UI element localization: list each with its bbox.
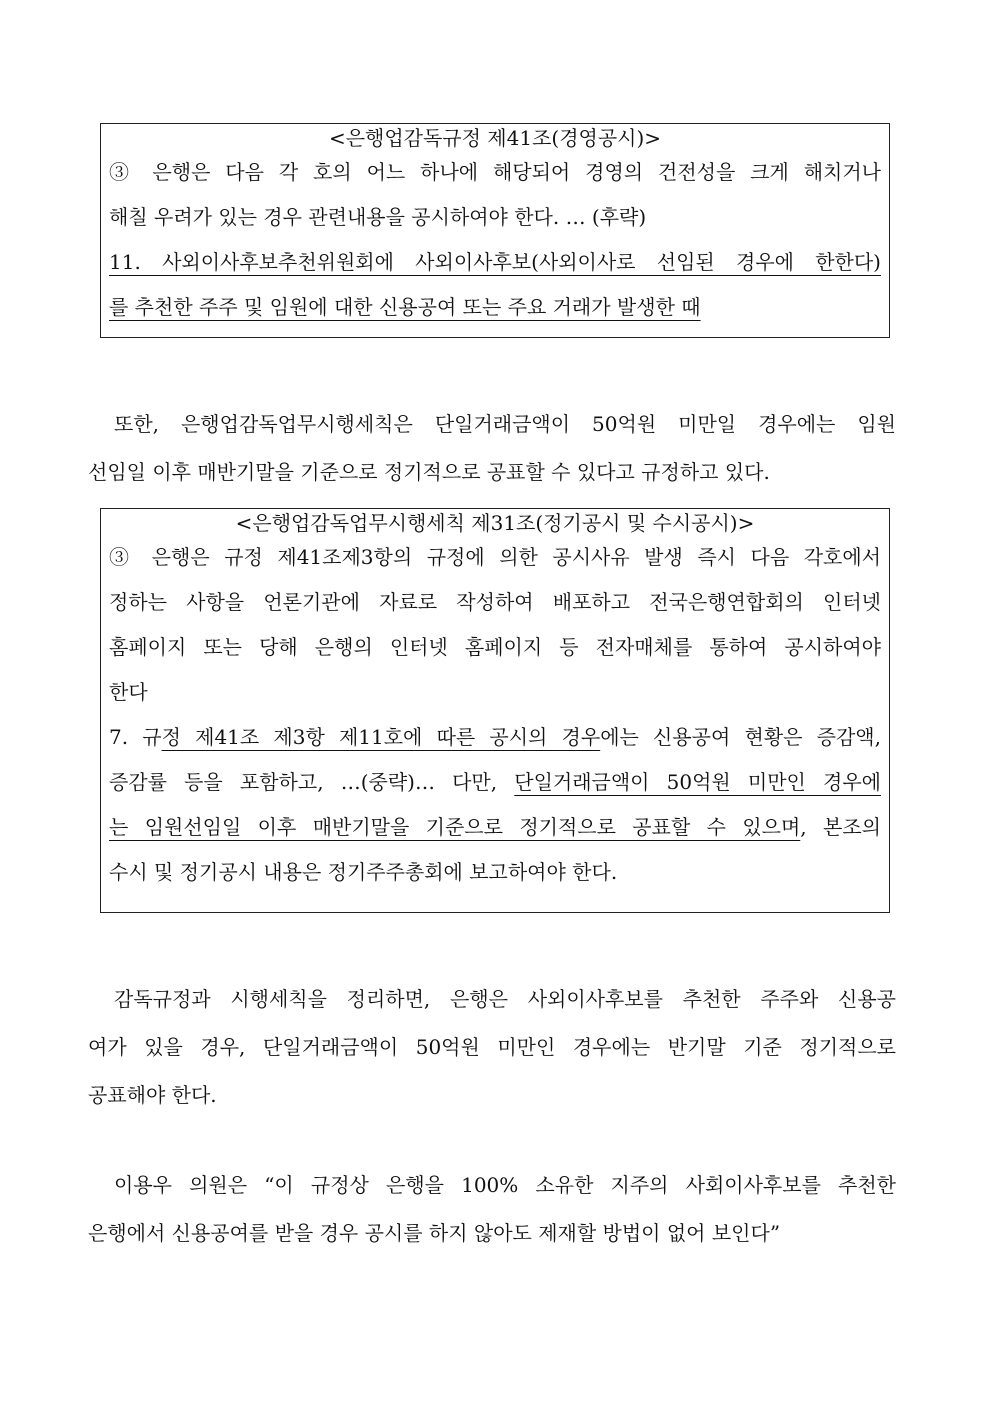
regulation-box-title: <은행업감독업무시행세칙 제31조(정기공시 및 수시공시)> (235, 511, 755, 535)
paragraph-line: 감독규정과 시행세칙을 정리하면, 은행은 사외이사후보를 추천한 주주와 신용공 (114, 987, 896, 1011)
underlined-text: 는 임원선임일 이후 매반기말을 기준으로 정기적으로 공표할 수 있으며 (109, 815, 801, 839)
regulation-box-article-31 (100, 508, 890, 913)
regulation-line: ③ 은행은 규정 제41조제3항의 규정에 의한 공시사유 발생 즉시 다음 각호에서 (109, 545, 881, 569)
regulation-line-underlined: 11. 사외이사후보추천위원회에 사외이사후보(사외이사로 선임된 경우에 한한다) (109, 250, 881, 274)
regulation-line-item-7 (109, 760, 881, 805)
regulation-line-item-7 (109, 715, 881, 760)
regulation-line: 한다 (109, 680, 148, 704)
regulation-line-underlined (109, 285, 881, 330)
regulation-box-title: <은행업감독규정 제41조(경영공시)> (328, 126, 662, 150)
paragraph-line: 공표해야 한다. (88, 1083, 217, 1107)
paragraph-line: 여가 있을 경우, 단일거래금액이 50억원 미만인 경우에는 반기말 기준 정기적으로 (88, 1035, 896, 1059)
regulation-line: 해칠 우려가 있는 경우 관련내용을 공시하여야 한다. … (후략) (109, 205, 647, 229)
regulation-line: ③ 은행은 다음 각 호의 어느 하나에 해당되어 경영의 건전성을 크게 해치거나 (109, 160, 881, 184)
item-7-text: 증감률 등을 포함하고, …(중략)… 다만, (109, 770, 515, 794)
paragraph-line: 또한, 은행업감독업무시행세칙은 단일거래금액이 50억원 미만일 경우에는 임원 (114, 412, 896, 436)
paragraph-line: 이용우 의원은 “이 규정상 은행을 100% 소유한 지주의 사회이사후보를 추천한 (114, 1173, 896, 1197)
regulation-box-article-41 (100, 123, 890, 338)
regulation-line-item-7: 수시 및 정기공시 내용은 정기주주총회에 보고하여야 한다. (109, 860, 618, 884)
body-paragraph-3 (88, 1161, 896, 1257)
underlined-text: 를 추천한 주주 및 임원에 대한 신용공여 또는 주요 거래가 발생한 때 (109, 295, 701, 319)
body-paragraph-2 (88, 975, 896, 1119)
item-7-text: 에는 신용공여 현황은 증감액, (600, 725, 881, 749)
regulation-line: 정하는 사항을 언론기관에 자료로 작성하여 배포하고 전국은행연합회의 인터넷 (109, 590, 881, 614)
regulation-line-item-7 (109, 805, 881, 850)
item-7-text: 7. 규 (109, 725, 162, 749)
item-7-text: , 본조의 (800, 815, 881, 839)
paragraph-line: 선임일 이후 매반기말을 기준으로 정기적으로 공표할 수 있다고 규정하고 있다. (88, 460, 770, 484)
paragraph-line: 은행에서 신용공여를 받을 경우 공시를 하지 않아도 제재할 방법이 없어 보인다” (88, 1221, 781, 1245)
regulation-line: 홈페이지 또는 당해 은행의 인터넷 홈페이지 등 전자매체를 통하여 공시하여야 (109, 635, 881, 659)
underlined-text: 정 제41조 제3항 제11호에 따른 공시의 경우 (161, 725, 601, 749)
underlined-text: 단일거래금액이 50억원 미만인 경우에 (514, 770, 881, 794)
body-paragraph-1 (88, 400, 896, 496)
